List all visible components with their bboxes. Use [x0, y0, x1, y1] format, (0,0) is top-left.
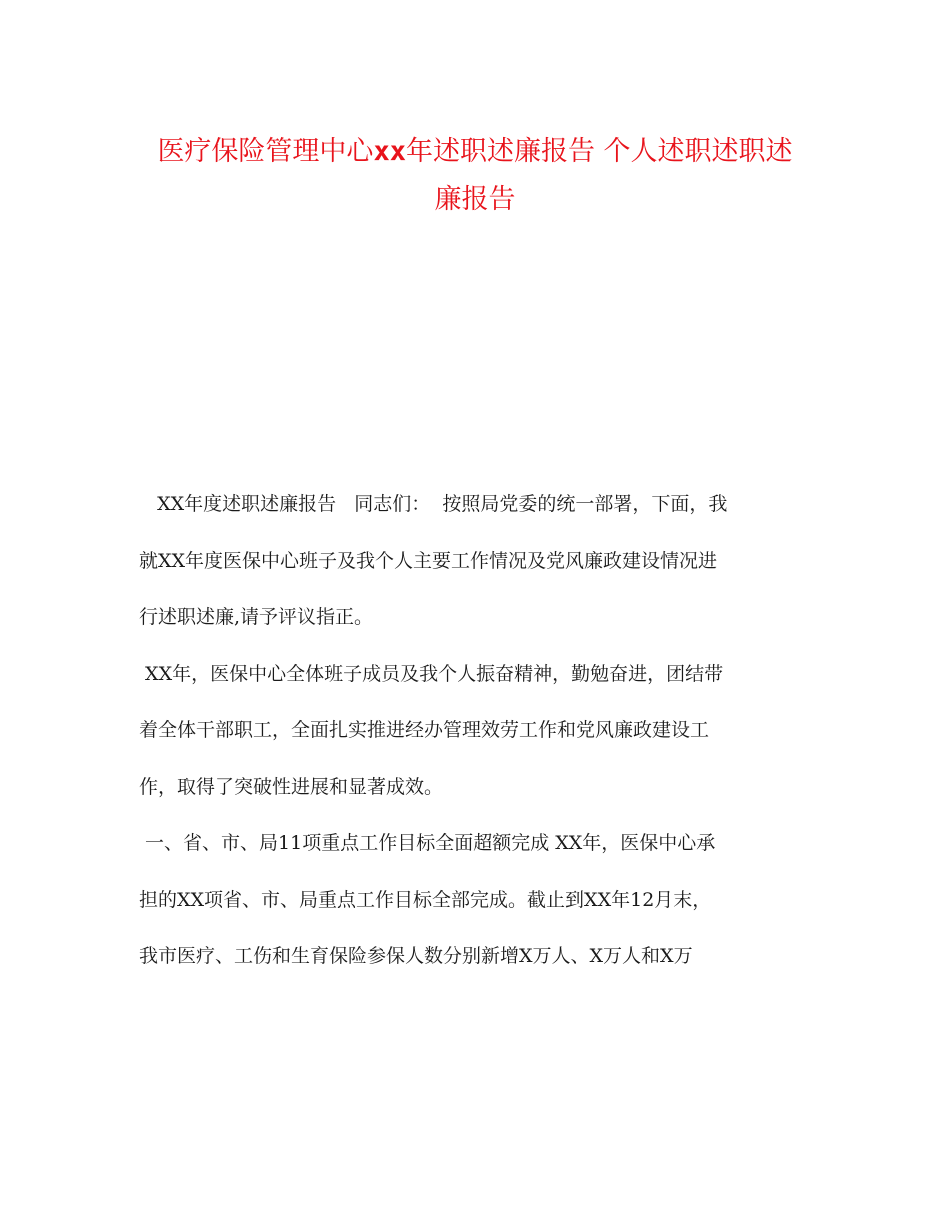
- body-line-4: XX年，医保中心全体班子成员及我个人振奋精神，勤勉奋进，团结带: [139, 662, 724, 685]
- title-year-placeholder: xx: [373, 136, 406, 167]
- body-line-9: 我市医疗、工伤和生育保险参保人数分别新增X万人、X万人和X万: [139, 945, 693, 967]
- body-line-7: 一、省、市、局11项重点工作目标全面超额完成 XX年，医保中心承: [139, 832, 716, 854]
- document-title: [120, 128, 830, 224]
- body-line-3: 行述职述廉,请予评议指正。: [139, 606, 374, 628]
- body-line-2: 就XX年度医保中心班子及我个人主要工作情况及党风廉政建设情况进: [139, 549, 718, 572]
- title-text-line2: 廉报告: [434, 184, 516, 215]
- title-text-part2: 年述职述廉报告 个人述职述职述: [405, 136, 793, 167]
- body-line-1: XX年度述职述廉报告 同志们： 按照局党委的统一部署，下面，我: [139, 493, 728, 515]
- title-text-part1: 医疗保险管理中心: [157, 136, 374, 167]
- body-line-6: 作，取得了突破性进展和显著成效。: [139, 775, 444, 798]
- body-line-8: 担的XX项省、市、局重点工作目标全部完成。截止到XX年12月末，: [139, 888, 712, 911]
- document-body: [139, 476, 809, 985]
- body-line-5: 着全体干部职工，全面扎实推进经办管理效劳工作和党风廉政建设工: [139, 719, 710, 741]
